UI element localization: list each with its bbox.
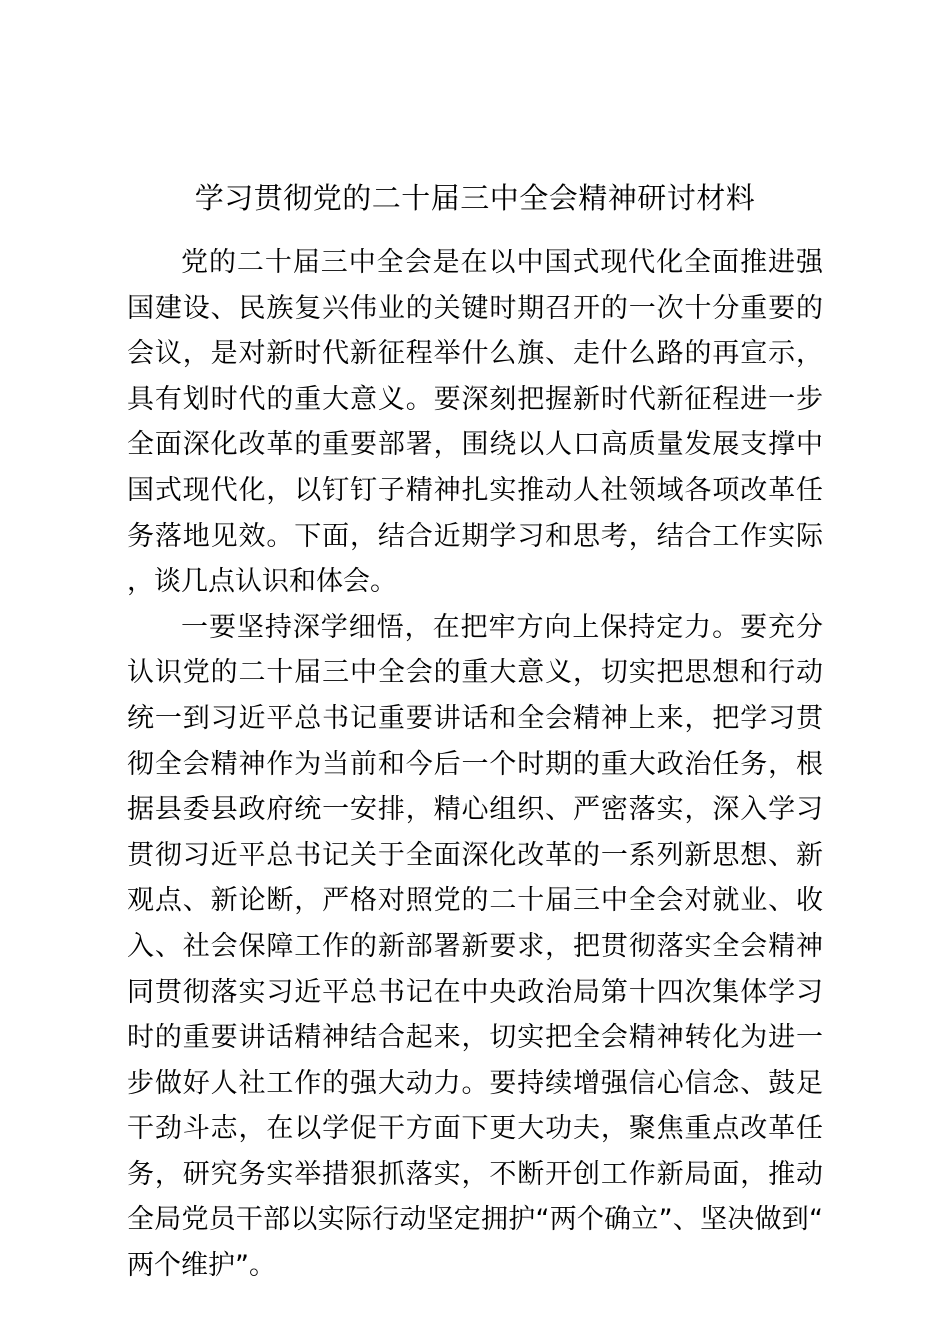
paragraph-intro: 党的二十届三中全会是在以中国式现代化全面推进强国建设、民族复兴伟业的关键时期召开的一次十分重要的会议，是对新时代新征程举什么旗、走什么路的再宣示，具有划时代的重大意义。要深刻把握新时代新征程进一步全面深化改革的重要部署，围绕以人口高质量发展支撑中国式现代化，以钉钉子精神扎实推动人社领域各项改革任务落地见效。下面，结合近期学习和思考，结合工作实际，谈几点认识和体会。 [127,247,823,598]
paragraph-point-one: 一要坚持深学细悟，在把牢方向上保持定力。要充分认识党的二十届三中全会的重大意义，切实把思想和行动统一到习近平总书记重要讲话和全会精神上来，把学习贯彻全会精神作为当前和今后一个时期的重大政治任务，根据县委县政府统一安排，精心组织、严密落实，深入学习贯彻习近平总书记关于全面深化改革的一系列新思想、新观点、新论断，严格对照党的二十届三中全会对就业、收入、社会保障工作的新部署新要求，把贯彻落实全会精神同贯彻落实习近平总书记在中央政治局第十四次集体学习时的重要讲话精神结合起来，切实把全会精神转化为进一步做好人社工作的强大动力。要持续增强信心信念、鼓足干劲斗志，在以学促干方面下更大功夫，聚焦重点改革任务，研究务实举措狠抓落实，不断开创工作新局面，推动全局党员干部以实际行动坚定拥护“两个确立”、坚决做到“两个维护”。 [127,611,823,1282]
document-title: 学习贯彻党的二十届三中全会精神研讨材料 [194,181,756,215]
document-body [127,240,823,1289]
